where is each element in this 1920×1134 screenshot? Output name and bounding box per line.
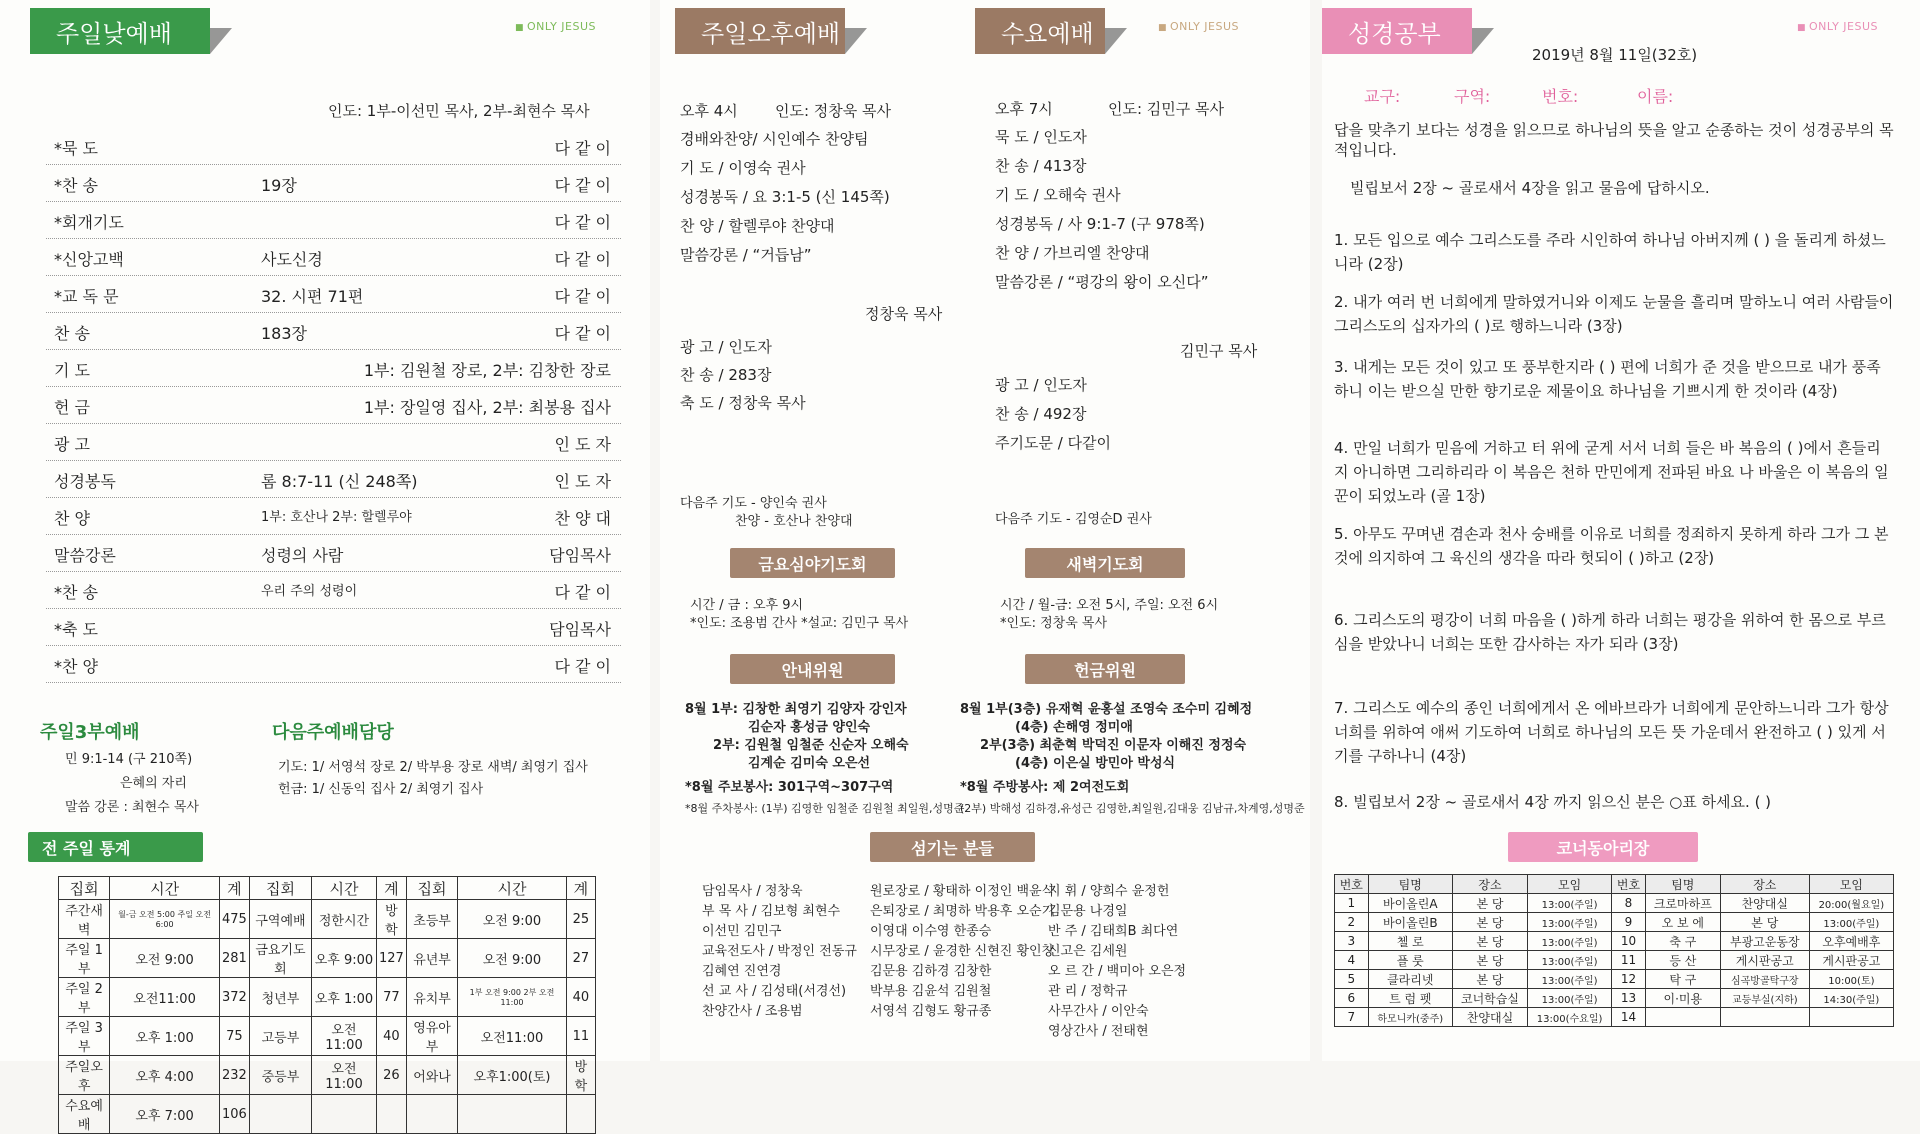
order-person: 다 같 이 [554, 657, 611, 676]
ushers-note: *8월 주차봉사: (1부) 김영한 임철준 김원철 최일원,성명준 [685, 802, 965, 815]
stats-cell: 고등부 [249, 1017, 311, 1056]
question-item: 5. 아무도 꾸며낸 겸손과 천사 숭배를 이유로 너희를 정죄하지 못하게 하라 그가 그 본 것에 의지하여 그 육신의 생각을 따라 헛되이 ( )하고 (2장) [1334, 525, 1889, 567]
order-person: 다 같 이 [554, 213, 611, 232]
stats-cell: 오전 9:00 [458, 939, 567, 978]
stats-cell: 25 [566, 900, 595, 939]
club-cell: 10:00(토) [1809, 970, 1893, 989]
order-person: 다 같 이 [554, 250, 611, 269]
club-cell: 13:00(수요일) [1528, 1008, 1612, 1027]
club-cell: 5 [1335, 970, 1369, 989]
stats-title: 전 주일 통계 [28, 832, 203, 862]
order-row [46, 239, 621, 276]
order-person: 다 같 이 [554, 583, 611, 602]
club-header-cell: 모임 [1809, 875, 1893, 894]
third-scripture: 민 9:1-14 (구 210쪽) [65, 752, 193, 767]
stats-cell: 수요예배 [59, 1095, 110, 1134]
list-item: 축 도 / 정창욱 목사 [680, 394, 806, 412]
stats-cell: 중등부 [249, 1056, 311, 1095]
stats-cell: 27 [566, 939, 595, 978]
ushers-service: *8월 주보봉사: 301구역~307구역 [685, 780, 894, 795]
club-cell: 1 [1335, 894, 1369, 913]
stats-cell: 초등부 [406, 900, 457, 939]
club-cell: 14:30(주일) [1809, 989, 1893, 1008]
club-cell: 등 산 [1645, 951, 1720, 970]
club-cell: 10 [1612, 932, 1646, 951]
list-item: 찬 양 / 할렐루야 찬양대 [680, 217, 835, 235]
club-cell: 6 [1335, 989, 1369, 1008]
stats-cell: 77 [376, 978, 406, 1017]
sunday-morning-panel [0, 0, 650, 1133]
club-cell: 9 [1612, 913, 1646, 932]
label-parish: 교구: [1364, 87, 1401, 106]
stats-cell [566, 1095, 595, 1134]
club-cell: 13:00(주일) [1528, 913, 1612, 932]
order-item: *교 독 문 [54, 287, 119, 306]
list-item: 기 도 / 이영숙 권사 [680, 159, 806, 177]
wednesday-time: 오후 7시 [995, 100, 1053, 118]
stats-cell: 오후 1:00 [110, 1017, 220, 1056]
only-jesus-brand: ■ ONLY JESUS [515, 20, 596, 33]
stats-cell: 금요기도회 [249, 939, 311, 978]
only-jesus-brand-3: ■ ONLY JESUS [1797, 20, 1878, 33]
club-cell: 바이올린A [1368, 894, 1452, 913]
ushers-line-4: 김계순 김미숙 오은선 [748, 756, 871, 771]
dawn-leader: *인도: 정창욱 목사 [1000, 616, 1108, 631]
order-row [46, 350, 621, 387]
only-jesus-brand-2: ■ ONLY JESUS [1158, 20, 1239, 33]
club-cell: 찬양대실 [1452, 1008, 1527, 1027]
club-header-cell: 팀명 [1368, 875, 1452, 894]
afternoon-next-prayer: 다음주 기도 - 양인숙 권사 [680, 496, 827, 511]
stats-row [59, 900, 596, 939]
offering-service: *8월 주방봉사: 제 2여전도회 [960, 780, 1130, 795]
order-person: 찬 양 대 [554, 509, 611, 528]
club-row [1335, 1008, 1894, 1027]
stats-cell [249, 1095, 311, 1134]
club-cell: 13:00(주일) [1528, 989, 1612, 1008]
club-row [1335, 989, 1894, 1008]
club-cell: 12 [1612, 970, 1646, 989]
club-row [1335, 913, 1894, 932]
stats-cell: 월-금 오전 5:00 주일 오전 6:00 [110, 900, 220, 939]
order-person: 다 같 이 [554, 176, 611, 195]
order-row [46, 461, 621, 498]
stats-cell: 281 [219, 939, 249, 978]
list-item: 광 고 / 인도자 [995, 376, 1087, 394]
stats-cell [406, 1095, 457, 1134]
study-date: 2019년 8월 11일(32호) [1532, 46, 1698, 64]
club-cell: 13:00(주일) [1528, 932, 1612, 951]
club-cell: 축 구 [1645, 932, 1720, 951]
club-cell: 14 [1612, 1008, 1646, 1027]
order-person: 담임목사 [549, 546, 611, 565]
list-item: 시무장로 / 윤경한 신현진 황인창 [870, 944, 1055, 959]
question-item: 3. 내게는 모든 것이 있고 또 풍부한지라 ( ) 편에 너희가 준 것을 받으므로 내가 풍족하니 이는 받으실 만한 향기로운 제물이요 하나님을 기쁘시게 한 것이라 (4장) [1334, 358, 1881, 400]
order-row [46, 128, 621, 165]
list-item: 부 목 사 / 김보형 최현수 [702, 904, 841, 919]
order-row [46, 609, 621, 646]
list-item: 경배와찬양/ 시인예수 찬양팀 [680, 130, 869, 148]
club-cell: 트 럼 펫 [1368, 989, 1452, 1008]
afternoon-header: 주일오후예배 [675, 8, 845, 54]
stats-cell: 어와나 [406, 1056, 457, 1095]
stats-cell: 오후 4:00 [110, 1056, 220, 1095]
label-number: 번호: [1542, 87, 1579, 106]
morning-leader: 인도: 1부-이선민 목사, 2부-최현수 목사 [328, 102, 590, 120]
wednesday-next: 다음주 기도 - 김영순D 권사 [995, 512, 1152, 527]
label-name: 이름: [1637, 87, 1674, 106]
club-cell: 클라리넷 [1368, 970, 1452, 989]
club-cell: 게시판공고 [1720, 951, 1809, 970]
next-week-prayer: 기도: 1/ 서영석 장로 2/ 박부용 장로 새벽/ 최영기 집사 [278, 760, 588, 775]
list-item: 사무간사 / 이안숙 [1048, 1004, 1149, 1019]
order-row [46, 202, 621, 239]
wednesday-leader: 인도: 김민구 목사 [1108, 100, 1225, 118]
order-item: *신앙고백 [54, 250, 124, 269]
offering-note: (2부) 박해성 김하경,유성근 김영한,최일원,김대웅 김남규,차계영,성명준 [960, 802, 1305, 815]
order-person: 담임목사 [549, 620, 611, 639]
stats-table [58, 876, 596, 1134]
stats-cell: 26 [376, 1056, 406, 1095]
offering-line-2: (4층) 손해영 정미애 [1015, 720, 1133, 735]
stats-cell: 오전11:00 [458, 1017, 567, 1056]
club-cell: 교등부실(지하) [1720, 989, 1809, 1008]
dawn-time: 시간 / 월-금: 오전 5시, 주일: 오전 6시 [1000, 598, 1219, 613]
club-header-cell: 모임 [1528, 875, 1612, 894]
order-row [46, 276, 621, 313]
club-header-cell: 팀명 [1645, 875, 1720, 894]
stats-cell [312, 1095, 377, 1134]
club-row [1335, 932, 1894, 951]
list-item: 김문용 나경일 [1048, 904, 1128, 919]
third-sermon: 은혜의 자리 [120, 776, 187, 791]
question-item: 4. 만일 너희가 믿음에 거하고 터 위에 굳게 서서 너희 들은 바 복음의 ( )에서 흔들리지 아니하면 그리하리라 이 복음은 천하 만민에게 전파된 바요 나 바울은 이 복음의 일꾼이 되었노라 (골 1장) [1334, 439, 1889, 505]
list-item: 찬 송 / 492장 [995, 405, 1087, 423]
club-cell: 13 [1612, 989, 1646, 1008]
order-content: 우리 주의 성령이 [261, 584, 358, 599]
stats-cell: 주일 1부 [59, 939, 110, 978]
list-item: 김혜연 진연경 [702, 964, 782, 979]
order-item: 성경봉독 [54, 472, 116, 491]
club-cell: 13:00(주일) [1809, 913, 1893, 932]
stats-header-cell: 집회 [406, 877, 457, 900]
club-cell: 4 [1335, 951, 1369, 970]
order-row [46, 646, 621, 683]
ushers-line-1: 8월 1부: 김창한 최영기 김양자 강인자 [685, 702, 907, 717]
club-cell: 20:00(월요일) [1809, 894, 1893, 913]
order-item: 헌 금 [54, 398, 90, 417]
list-item: 찬 양 / 가브리엘 찬양대 [995, 244, 1150, 262]
stats-cell: 1부 오전 9:00 2부 오전 11:00 [458, 978, 567, 1017]
stats-header-cell: 계 [376, 877, 406, 900]
club-cell: 본 당 [1452, 894, 1527, 913]
next-week-title: 다음주예배담당 [272, 722, 394, 743]
stats-cell: 11 [566, 1017, 595, 1056]
afternoon-time: 오후 4시 [680, 102, 738, 120]
order-person: 다 같 이 [554, 139, 611, 158]
club-title: 코너동아리장 [1508, 832, 1698, 862]
club-cell: 탁 구 [1645, 970, 1720, 989]
stats-cell: 372 [219, 978, 249, 1017]
stats-cell: 주일오후 [59, 1056, 110, 1095]
evening-panel [660, 0, 1310, 1061]
question-item: 2. 내가 여러 번 너희에게 말하였거니와 이제도 눈물을 흘리며 말하노니 여러 사람들이 그리스도의 십자가의 ( )로 행하느니라 (3장) [1334, 293, 1894, 335]
club-row [1335, 970, 1894, 989]
order-person: 다 같 이 [554, 324, 611, 343]
list-item: 성경봉독 / 요 3:1-5 (신 145쪽) [680, 188, 890, 206]
question-item: 1. 모든 입으로 예수 그리스도를 주라 시인하여 하나님 아버지께 ( ) 을 돌리게 하셨느니라 (2장) [1334, 231, 1886, 273]
order-content: 1부: 장일영 집사, 2부: 최봉용 집사 [363, 398, 611, 417]
stats-cell: 106 [219, 1095, 249, 1134]
list-item: 찬 송 / 413장 [995, 157, 1087, 175]
list-item: 담임목사 / 정창욱 [702, 884, 803, 899]
stats-cell: 구역예배 [249, 900, 311, 939]
list-item: 박부용 김윤석 김원철 [870, 984, 992, 999]
stats-row [59, 978, 596, 1017]
sunday-morning-header: 주일낮예배 [30, 8, 210, 54]
friday-leader: *인도: 조용범 간사 *설교: 김민구 목사 [690, 616, 909, 631]
order-person: 다 같 이 [554, 287, 611, 306]
club-cell: 플 룻 [1368, 951, 1452, 970]
stats-header-cell: 계 [566, 877, 595, 900]
club-cell: 7 [1335, 1008, 1369, 1027]
order-content: 사도신경 [261, 250, 323, 269]
order-row [46, 535, 621, 572]
club-cell: 13:00(주일) [1528, 894, 1612, 913]
order-content: 롬 8:7-11 (신 248쪽) [261, 472, 418, 491]
list-item: 이영대 이수영 한종승 [870, 924, 992, 939]
club-header-cell: 번호 [1335, 875, 1369, 894]
stats-cell: 청년부 [249, 978, 311, 1017]
dawn-title: 새벽기도회 [1025, 548, 1185, 578]
club-cell: 본 당 [1452, 913, 1527, 932]
stats-row [59, 939, 596, 978]
friday-time: 시간 / 금 : 오후 9시 [690, 598, 804, 613]
club-cell: 코너학습실 [1452, 989, 1527, 1008]
stats-cell: 주간새벽 [59, 900, 110, 939]
list-item: 오 르 간 / 백미아 오은정 [1048, 964, 1187, 979]
stats-cell: 127 [376, 939, 406, 978]
stats-header-cell: 계 [219, 877, 249, 900]
club-header-cell: 장소 [1720, 875, 1809, 894]
order-item: 말씀강론 [54, 546, 116, 565]
club-cell: 13:00(주일) [1528, 970, 1612, 989]
order-row [46, 424, 621, 461]
club-cell: 2 [1335, 913, 1369, 932]
stats-cell: 75 [219, 1017, 249, 1056]
club-row [1335, 894, 1894, 913]
question-item: 8. 빌립보서 2장 ~ 골로새서 4장 까지 읽으신 분은 ○표 하세요. ( ) [1334, 793, 1772, 811]
order-row [46, 313, 621, 350]
club-cell: 부광고운동장 [1720, 932, 1809, 951]
stats-row [59, 1095, 596, 1134]
club-header-cell: 번호 [1612, 875, 1646, 894]
list-item: 기 도 / 오해숙 권사 [995, 186, 1121, 204]
club-cell: 13:00(주일) [1528, 951, 1612, 970]
afternoon-preacher: 정창욱 목사 [865, 305, 943, 323]
order-content: 32. 시편 71편 [261, 287, 364, 306]
order-row [46, 498, 621, 535]
list-item: 성경봉독 / 사 9:1-7 (구 978쪽) [995, 215, 1205, 233]
list-item: 신고은 김세원 [1048, 944, 1128, 959]
stats-cell: 오후1:00(토) [458, 1056, 567, 1095]
order-content: 성령의 사람 [261, 546, 344, 565]
afternoon-leader: 인도: 정창욱 목사 [775, 102, 892, 120]
order-person: 인 도 자 [554, 472, 611, 491]
stats-header-cell: 시간 [458, 877, 567, 900]
list-item: 지 휘 / 양희수 윤정헌 [1048, 884, 1170, 899]
ushers-line-2: 김순자 홍성금 양인숙 [748, 720, 871, 735]
club-table [1334, 874, 1894, 1027]
stats-header-cell: 집회 [59, 877, 110, 900]
next-week-offering: 헌금: 1/ 신동익 집사 2/ 최영기 집사 [278, 782, 484, 797]
club-cell: 이·미용 [1645, 989, 1720, 1008]
stats-header-cell: 집회 [249, 877, 311, 900]
stats-row [59, 1056, 596, 1095]
friday-title: 금요심야기도회 [730, 548, 895, 578]
list-item: 선 교 사 / 김성태(서경선) [702, 984, 847, 999]
club-cell: 찬양대실 [1720, 894, 1809, 913]
club-cell: 11 [1612, 951, 1646, 970]
offering-line-3: 2부(3층) 최춘혁 박덕진 이문자 이해진 정정숙 [980, 738, 1247, 753]
club-cell: 본 당 [1452, 951, 1527, 970]
list-item: 말씀강론 / “거듭남” [680, 246, 812, 264]
list-item: 원로장로 / 황태하 이정인 백윤식 [870, 884, 1055, 899]
question-item: 6. 그리스도의 평강이 너희 마음을 ( )하게 하라 너희는 평강을 위하여 한 몸으로 부르심을 받았나니 너희는 또한 감사하는 자가 되라 (3장) [1334, 611, 1886, 653]
club-cell: 본 당 [1720, 913, 1809, 932]
stats-cell [458, 1095, 567, 1134]
order-item: *축 도 [54, 620, 98, 639]
list-item: 찬양간사 / 조용범 [702, 1004, 803, 1019]
order-item: *찬 양 [54, 657, 98, 676]
bible-study-header: 성경공부 [1322, 8, 1472, 54]
stats-cell: 방학 [566, 1056, 595, 1095]
stats-header-cell: 시간 [312, 877, 377, 900]
stats-cell [376, 1095, 406, 1134]
stats-cell: 오후 7:00 [110, 1095, 220, 1134]
wednesday-preacher: 김민구 목사 [1180, 342, 1258, 360]
club-cell [1809, 1008, 1893, 1027]
order-content: 1부: 김원철 장로, 2부: 김창한 장로 [363, 361, 611, 380]
list-item: 주기도문 / 다같이 [995, 434, 1112, 452]
list-item: 교육전도사 / 박정인 전동규 [702, 944, 857, 959]
study-instruction: 빌립보서 2장 ~ 골로새서 4장을 읽고 물음에 답하시오. [1350, 179, 1710, 197]
offering-line-1: 8월 1부(3층) 유재혁 윤홍설 조영숙 조수미 김혜정 [960, 702, 1253, 717]
club-cell: 본 당 [1452, 932, 1527, 951]
club-cell: 오후예배후 [1809, 932, 1893, 951]
order-row [46, 387, 621, 424]
list-item: 김문용 김하경 김창한 [870, 964, 992, 979]
list-item: 광 고 / 인도자 [680, 338, 772, 356]
club-header-cell: 장소 [1452, 875, 1527, 894]
order-content: 19장 [261, 176, 297, 195]
stats-cell: 방학 [376, 900, 406, 939]
stats-cell: 영유아부 [406, 1017, 457, 1056]
club-cell: 첼 로 [1368, 932, 1452, 951]
stats-cell: 오전11:00 [110, 978, 220, 1017]
stats-cell: 오전11:00 [312, 1017, 377, 1056]
list-item: 찬 송 / 283장 [680, 366, 772, 384]
third-preacher: 말씀 강론 : 최현수 목사 [65, 800, 199, 815]
order-content: 183장 [261, 324, 307, 343]
order-item: 찬 양 [54, 509, 90, 528]
ushers-title: 안내위원 [730, 654, 895, 684]
stats-header-cell: 시간 [110, 877, 220, 900]
stats-cell: 오후 1:00 [312, 978, 377, 1017]
order-content: 1부: 호산나 2부: 할렐루야 [261, 510, 412, 525]
club-cell: 크로마하프 [1645, 894, 1720, 913]
club-cell [1645, 1008, 1720, 1027]
stats-row [59, 1017, 596, 1056]
ushers-line-3: 2부: 김원철 임철준 신순자 오해숙 [713, 738, 909, 753]
stats-cell: 주일 2부 [59, 978, 110, 1017]
order-row [46, 165, 621, 202]
list-item: 서영석 김형도 황규종 [870, 1004, 992, 1019]
stats-cell: 오후 9:00 [312, 939, 377, 978]
order-item: *찬 송 [54, 583, 98, 602]
study-intro: 답을 맞추기 보다는 성경을 읽으므로 하나님의 뜻을 알고 순종하는 것이 성경공부의 목적입니다. [1334, 121, 1894, 159]
list-item: 묵 도 / 인도자 [995, 128, 1087, 146]
label-district: 구역: [1454, 87, 1491, 106]
offering-title: 헌금위원 [1025, 654, 1185, 684]
question-item: 7. 그리스도 예수의 종인 너희에게서 온 에바브라가 너희에게 문안하느니라 그가 항상 너희를 위하여 애써 기도하여 너희로 하나님의 모든 뜻 가운데서 완전하고 ( ) 있게 서기를 구하나니 (4장) [1334, 699, 1889, 765]
club-cell [1720, 1008, 1809, 1027]
club-cell: 심곡방골탁구장 [1720, 970, 1809, 989]
club-cell: 본 당 [1452, 970, 1527, 989]
list-item: 영상간사 / 전태현 [1048, 1024, 1149, 1039]
wednesday-header: 수요예배 [975, 8, 1105, 54]
stats-cell: 유년부 [406, 939, 457, 978]
stats-cell: 주일 3부 [59, 1017, 110, 1056]
club-cell: 게시판공고 [1809, 951, 1893, 970]
order-item: *묵 도 [54, 139, 98, 158]
list-item: 말씀강론 / “평강의 왕이 오신다” [995, 273, 1209, 291]
stats-cell: 오전 9:00 [458, 900, 567, 939]
order-row [46, 572, 621, 609]
club-cell: 바이올린B [1368, 913, 1452, 932]
stats-cell: 40 [376, 1017, 406, 1056]
order-person: 인 도 자 [554, 435, 611, 454]
club-cell: 하모니카(중주) [1368, 1008, 1452, 1027]
third-service-title: 주일3부예배 [40, 722, 140, 743]
order-item: 광 고 [54, 435, 90, 454]
list-item: 은퇴장로 / 최명하 박용후 오순기 [870, 904, 1055, 919]
order-item: *찬 송 [54, 176, 98, 195]
order-item: *회개기도 [54, 213, 124, 232]
stats-cell: 오전 9:00 [110, 939, 220, 978]
stats-cell: 오전11:00 [312, 1056, 377, 1095]
club-cell: 8 [1612, 894, 1646, 913]
stats-cell: 475 [219, 900, 249, 939]
stats-cell: 40 [566, 978, 595, 1017]
stats-cell: 232 [219, 1056, 249, 1095]
stats-cell: 유치부 [406, 978, 457, 1017]
club-cell: 오 보 에 [1645, 913, 1720, 932]
stats-cell: 정한시간 [312, 900, 377, 939]
offering-line-4: (4층) 이은실 방민아 박성식 [1015, 756, 1176, 771]
list-item: 반 주 / 김태희B 최다연 [1048, 924, 1179, 939]
club-row [1335, 951, 1894, 970]
order-item: 찬 송 [54, 324, 90, 343]
staff-title: 섬기는 분들 [870, 832, 1035, 862]
list-item: 관 리 / 정학규 [1048, 984, 1128, 999]
afternoon-next-choir: 찬양 - 호산나 찬양대 [735, 514, 853, 529]
club-cell: 3 [1335, 932, 1369, 951]
order-item: 기 도 [54, 361, 90, 380]
list-item: 이선민 김민구 [702, 924, 782, 939]
